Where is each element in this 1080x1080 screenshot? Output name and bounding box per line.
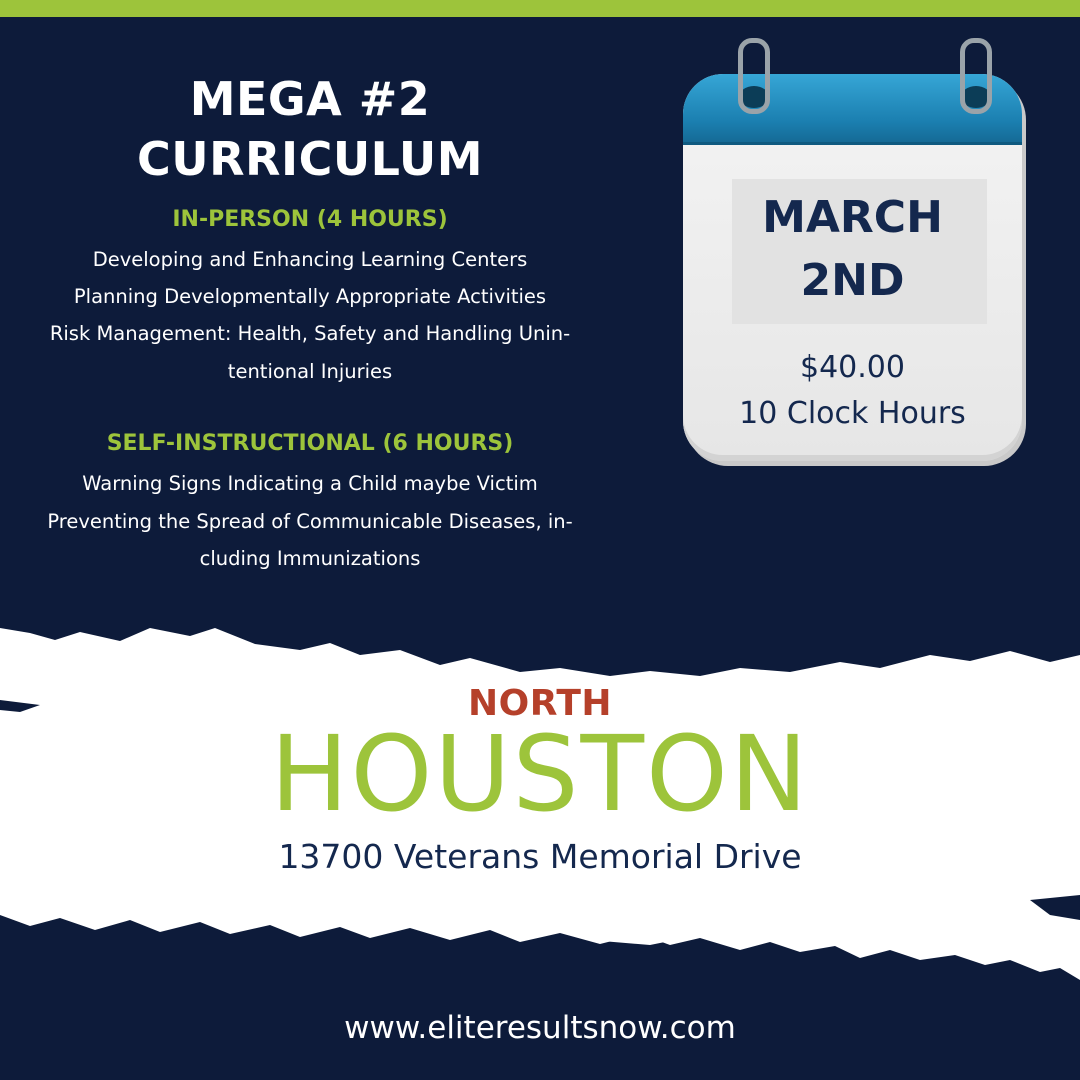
website-link[interactable]: www.eliteresultsnow.com (344, 1010, 736, 1046)
event-month: MARCH (762, 192, 943, 243)
self-instructional-course: cluding Immunizations (199, 547, 421, 570)
city-name: HOUSTON (270, 713, 810, 835)
curriculum-title-line1: MEGA #2 (189, 72, 431, 126)
in-person-course: Developing and Enhancing Learning Centers (92, 248, 528, 271)
in-person-heading: IN-PERSON (4 HOURS) (172, 207, 448, 232)
self-instructional-course: Warning Signs Indicating a Child maybe Victim (82, 472, 538, 495)
in-person-course: Risk Management: Health, Safety and Handling Unin- (49, 322, 571, 345)
event-clock-hours: 10 Clock Hours (739, 396, 966, 431)
in-person-course: Planning Developmentally Appropriate Activities (73, 285, 547, 308)
street-address: 13700 Veterans Memorial Drive (278, 837, 802, 876)
in-person-course: tentional Injuries (227, 360, 393, 383)
region-label: NORTH (467, 683, 613, 724)
self-instructional-heading: SELF-INSTRUCTIONAL (6 HOURS) (106, 431, 514, 456)
self-instructional-course: Preventing the Spread of Communicable Diseases, in- (47, 510, 573, 533)
event-day: 2ND (800, 255, 905, 306)
curriculum-title-line2: CURRICULUM (137, 132, 483, 186)
event-price: $40.00 (800, 350, 905, 385)
